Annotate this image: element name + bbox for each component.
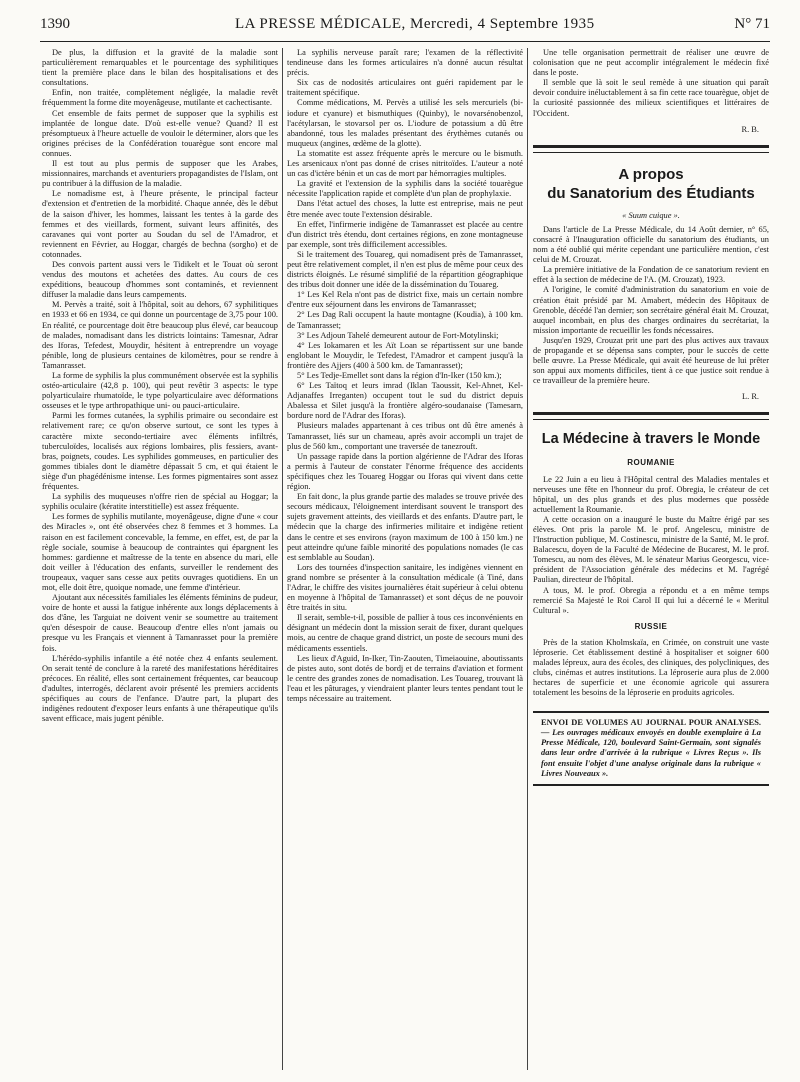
envoi-notice-box [533, 711, 769, 787]
paragraph: 1° Les Kel Rela n'ont pas de district fixe, mais un certain nombre d'entre eux séjournent dans les environs de Tamanrasset; [287, 290, 523, 310]
article-signature: R. B. [741, 124, 759, 134]
paragraph: Ajoutant aux nécessités familiales les éléments féminins de pudeur, voire de honte et aussi la fatigue inhérente aux longs déplacements à dos d'âne, les Targuiat ne doivent venir se soumettre au traitement qu'en désespoir de cause. Beaucoup d'entre elles n'ont jamais ou presque vu les Français et viennent à Tamanrasset pour la première fois. [42, 593, 278, 653]
sanatorium-title-line2: du Sanatorium des Étudiants [547, 184, 755, 202]
column-separator [282, 48, 283, 1070]
section-rule [533, 419, 769, 420]
paragraph: Lors des tournées d'inspection sanitaire, les indigènes viennent en grand nombre se présenter à la consultation médicale (à Tiné, dans l'Adrar, le chiffre des visites journalières était supérieur à celui obtenu en moyenne à l'hôpital de Tamanrasset) et sont déçus de ne pouvoir être traités in situ. [287, 562, 523, 613]
paragraph: L'hérédo-syphilis infantile a été notée chez 4 enfants seulement. On serait tenté de conclure à la rareté des manifestations héréditaires précoces. En réalité, elles sont certainement fréquentes, car beaucoup d'adultes, interrogés, déclarent avoir présenté les premiers accidents spécifiques au cours de l'enfance. D'autre part, la plupart des indigènes redoutent d'exposer leurs enfants à une thérapeutique qu'ils savent efficace, mais jugent pénible. [42, 653, 278, 724]
column-3 [533, 48, 769, 1068]
paragraph: Comme médications, M. Pervès a utilisé les sels mercuriels (bi-iodure et cyanure) et bismuthiques (Quinby), le novarsénobenzol, l'acétylarsan, le stovarsol per os. L'iodure de potassium a dû être abandonné, tous les malades présentant des érythèmes cutanés ou muqueux (angines, œdème de la glotte). [287, 98, 523, 148]
paragraph: 6° Les Taïtoq et leurs imrad (Iklan Taoussit, Kel-Ahnet, Kel-Adjanaffes Irreganten) occupent tout le sud du district depuis Abalessa et Silet jusqu'à la frontière algéro-soudanaise (Tamesarn, bordure nord de l'Adrar des Iforas). [287, 381, 523, 421]
paragraph: Les formes de syphilis mutilante, moyenâgeuse, digne d'une « cour des Miracles », ont été observées chez 8 femmes et 3 hommes. La raison en est facilement concevable, la femme, en effet, est, de par la règle sociale, soumise à beaucoup de contraintes qui épargnent les hommes: gardienne et maîtresse de la tente en absence du mari, elle doit veiller à l'éducation des enfants, surveiller le rendement des troupeaux, vaquer sans cesse aux petits ouvrages quotidiens. En un mot, elle doit être, quoique nomade, une femme d'intérieur. [42, 512, 278, 592]
section-rule [533, 152, 769, 153]
paragraph: Enfin, non traitée, complètement négligée, la maladie revêt fréquemment la forme dite moyenâgeuse, mutilante et cachectisante. [42, 88, 278, 108]
paragraph: De plus, la diffusion et la gravité de la maladie sont particulièrement remarquables et le pourcentage des syphilitiques tient la première place dans le bilan des hospitalisations et des consultations. [42, 48, 278, 88]
paragraph: En effet, l'infirmerie indigène de Tamanrasset est placée au centre d'un district très étendu, dont certaines régions, en zone montagneuse par exemple, sont très difficilement accessibles. [287, 219, 523, 249]
paragraph: Une telle organisation permettrait de réaliser une œuvre de colonisation que ne peut accomplir intégralement le médecin fixé dans le poste. [533, 48, 769, 78]
paragraph: Il semble que là soit le seul remède à une situation qui paraît devoir conduire inéluctablement à sa fin cette race touarègue, objet de la curiosité passionnée des milieux scientifiques et littéraires de l'Occident. [533, 78, 769, 118]
paragraph: La syphilis nerveuse paraît rare; l'examen de la réflectivité tendineuse dans les formes articulaires n'a donné aucun résultat précis. [287, 48, 523, 78]
header-rule [40, 41, 770, 42]
section-rule [533, 145, 769, 148]
column-2-syphilis-article [287, 48, 523, 1068]
paragraph: A cette occasion on a inauguré le buste du Maître érigé par ses élèves. Ont pris la parole M. le prof. Angelescu, ministre de l'Instruction publique, M. Costinescu, ministre de la Santé, M. le prof. Balacescu, doyen de la Faculté de Médecine de Bucarest, M. le prof. Tomescu, au nom des élèves, M. le sénateur Marius Georgescu, vice-président de l'Association générale des médecins et M. l'agrégé Paulian, directeur de l'hôpital. [533, 514, 769, 585]
paragraph: Parmi les formes cutanées, la syphilis primaire ou secondaire est relativement rare; ce qu'on observe surtout, ce sont les types à caractère mixte secondo-tertiaire avec éléments infiltrés, tuberculoïdes, localisés aux régions lombaires, plis fessiers, avant-bras, poignets, coudes. Les syphilides gommeuses, en particulier des gommes tibiales dont le diamètre dépassait 5 cm, et qui étaient le siège d'un phagédénisme intense. Les formes pigmentaires sont assez fréquentes. [42, 411, 278, 492]
section-rule [533, 412, 769, 415]
paragraph: La gravité et l'extension de la syphilis dans la société touarègue nécessite l'application rapide et complète d'un plan de prophylaxie. [287, 179, 523, 199]
envoi-label: ENVOI DE VOLUMES AU JOURNAL POUR ANALYSES. [541, 717, 761, 727]
sanatorium-motto: « Suum cuique ». [622, 210, 680, 220]
paragraph: La stomatite est assez fréquente après le mercure ou le bismuth. Les arsenicaux n'ont pas donné de crises nitritoïdes. L'auteur a noté un cas d'ictère bénin et un cas de mort par hémorragies multiples. [287, 148, 523, 179]
paragraph: La forme de syphilis la plus communément observée est la syphilis ostéo-articulaire (42,8 p. 100), qui peut revêtir 3 aspects: le type polyarticulaire rhumatoïde, le type polyarticulaire avec déformations osseuses et le type arthropathique uni- ou pauci-articulaire. [42, 371, 278, 411]
paragraph: Il serait, semble-t-il, possible de pallier à tous ces inconvénients en désignant un médecin dont la mission serait de fixer, durant quelques mois, au centre de chaque grand district, un poste de secours muni des médicaments essentiels. [287, 613, 523, 653]
paragraph: Six cas de nodosités articulaires ont guéri rapidement par le traitement spécifique. [287, 78, 523, 98]
paragraph: Dans l'article de La Presse Médicale, du 14 Août dernier, n° 65, consacré à l'Inauguration officielle du sanatorium des étudiants, un nom a été oublié qui mérite cependant une particulière mention, c'est celui de M. Crouzat. [533, 224, 769, 265]
paragraph: Jusqu'en 1929, Crouzat prit une part des plus actives aux travaux de propagande et se dépensa sans compter, pour le succès de cette belle œuvre. La Presse Médicale, qui avait été heureuse de lui prêter son appui aux moments difficiles, tient à ce que justice soit rendue à ce travailleur de la première heure. [533, 335, 769, 386]
column-1-syphilis-article [42, 48, 278, 1068]
russie-heading: RUSSIE [634, 621, 668, 631]
paragraph: Dans l'état actuel des choses, la lutte est entreprise, mais ne peut être menée avec toute l'extension désirable. [287, 199, 523, 219]
paragraph: La première initiative de la Fondation de ce sanatorium revient en effet à la section de médecine de l'A. (M. Crouzat), 1923. [533, 265, 769, 285]
paragraph: 2° Les Dag Rali occupent la haute montagne (Koudia), à 100 km. de Tamanrasset; [287, 310, 523, 330]
publication-title: LA PRESSE MÉDICALE, Mercredi, 4 Septembre 1935 [235, 16, 595, 32]
issue-number: N° 71 [734, 16, 770, 32]
sanatorium-signature: L. R. [742, 392, 759, 402]
paragraph: 5° Les Tedje-Emellet sont dans la région d'In-Iker (150 km.); [297, 371, 502, 380]
paragraph: La syphilis des muqueuses n'offre rien de spécial au Hoggar; la syphilis oculaire (kératite interstitielle) est assez fréquente. [42, 492, 278, 512]
column-separator [527, 48, 528, 1070]
paragraph: En fait donc, la plus grande partie des malades se trouve privée des secours médicaux, l'éloignement interdisant souvent le transport des sujets gravement atteints, des vieillards et des enfants. D'autre part, le médecin que la charge des infirmeries militaire et indigène retient dans le centre et ses environs (rayon maximum de 100 à 150 km.) ne peut atteindre qu'une faible minorité des populations nomades (le cas est semblable au Soudan). [287, 492, 523, 562]
envoi-text: — Les ouvrages médicaux envoyés en double exemplaire à La Presse Médicale, 120, boulevard Saint-Germain, sont signalés dans leur ordre d'arrivée à la rubrique « Livres Reçus ». Ils font ensuite l'objet d'une analyse originale dans la rubrique « Livres Nouveaux ». [541, 727, 761, 778]
roumanie-heading: ROUMANIE [627, 458, 675, 468]
paragraph: Plusieurs malades appartenant à ces tribus ont dû être amenés à Tamanrasset, liés sur un chameau, après avoir accompli un trajet de plus de 560 km., comportant une traversée de tanezrouft. [287, 421, 523, 451]
paragraph: Il est tout au plus permis de supposer que les Arabes, missionnaires, marchands et aventuriers propagandistes de l'Islam, ont pu contribuer à la diffusion de la maladie. [42, 159, 278, 189]
paragraph: A tous, M. le prof. Obregia a répondu et a en même temps remercié Sa Majesté le Roi Carol II qui lui a décerné le « Meritul Cultural ». [533, 585, 769, 615]
paragraph: A l'origine, le comité d'administration du sanatorium en voie de création était présidé par M. Amabert, médecin des Hôpitaux de Grenoble, décédé l'an dernier; son secrétaire général était M. Crouzat, auquel incombait, en plus des charges ordinaires du secrétariat, la mission importante de recueillir les fonds nécessaires. [533, 285, 769, 335]
paragraph: Le nomadisme est, à l'heure présente, le principal facteur d'extension et d'entretien de la morbidité. Chaque année, dès le début de la saison d'hiver, les hommes, laissant les tentes à la garde des femmes et des vieillards, forment, suivant leurs affinités, des caravanes qui vont porter au Soudan du sel de l'Amadror, et reviennent en Février, au Hoggar, chargés de bechna (sorgho) et de cotonnades. [42, 189, 278, 259]
monde-title: La Médecine à travers le Monde [541, 431, 761, 448]
paragraph: M. Pervès a traité, soit à l'hôpital, soit au dehors, 67 syphilitiques en 1933 et 66 en 1934, ce qui donne un pourcentage de 3,75 pour 100. En réalité, ce pourcentage doit être beaucoup plus élevé, car beaucoup de malades, nomadisant dans les districts lointains: Tamesnar, Adrar des Iforas, Tefedest, Mouydir, hésitent à entreprendre un voyage pénible, long de plusieurs centaines de kilomètres, pour se rendre à Tamanrasset. [42, 300, 278, 370]
paragraph: 4° Les Iokamaren et les Aït Loan se répartissent sur une bande englobant le Mouydir, le Tefedest, l'Amadror et campent jusqu'à la frontière des Ajjers (400 à 500 km. de Tamanrasset); [287, 340, 523, 370]
paragraph: 3° Les Adjoun Tahelé demeurent autour de Fort-Motylinski; [297, 330, 499, 340]
paragraph: Cet ensemble de faits permet de supposer que la syphilis est implantée de longue date. D'où est-elle venue? Quand? Il est présomptueux à l'heure actuelle de vouloir le déterminer, alors que les origines précises de la Confédération touarègue sont encore mal connues. [42, 108, 278, 158]
paragraph: Un passage rapide dans la portion algérienne de l'Adrar des Iforas a permis à l'auteur de constater l'énorme fréquence des accidents spécifiques chez les Touareg Hoggar ou Iforas qui vivent dans cette région. [287, 451, 523, 492]
sanatorium-title-line1: A propos [618, 165, 684, 183]
paragraph: Les lieux d'Aguid, In-Iker, Tin-Zaouten, Timeiaouine, aboutissants de pistes auto, sont dotés de bordj et de terrains d'aviation et forment le centre des grandes zones de nomadisation. Les Touareg, trouvant là l'eau et les pâturages, y viendraient planter leurs tentes pendant tout le temps nécessaire au traitement. [287, 653, 523, 703]
paragraph: Près de la station Kholmskaïa, en Crimée, on construit une vaste léproserie. Cet établissement destiné à hospitaliser et soigner 600 malades lépreux, aura des écoles, des cliniques, des polycliniques, des clubs, cinémas et autres institutions. La léproserie aura plus de 2.000 hectares de superficie et une économie agricole qui assurera totalement les besoins de la léproserie en produits agricoles. [533, 637, 769, 698]
page-header [40, 16, 770, 36]
paragraph: Des convois partent aussi vers le Tidikelt et le Touat où seront vendus des moutons et achetées des dattes. Au cours de ces expéditions, beaucoup d'hommes sont contaminés, et reviennent diffuser la maladie dans leurs campements. [42, 259, 278, 300]
paragraph: Si le traitement des Touareg, qui nomadisent près de Tamanrasset, peut être relativement complet, il n'en est plus de même pour ceux des districts éloignés. Le résumé simplifié de la répartition géographique des tribus doit donner une idée de la dissémination du Touareg. [287, 249, 523, 290]
page-number: 1390 [40, 16, 70, 32]
paragraph: Le 22 Juin a eu lieu à l'Hôpital central des Maladies mentales et nerveuses une fête en l'honneur du prof. Obregia, le créateur de cet hôpital, un des plus grands et des plus modernes que possède actuellement la Roumanie. [533, 474, 769, 514]
